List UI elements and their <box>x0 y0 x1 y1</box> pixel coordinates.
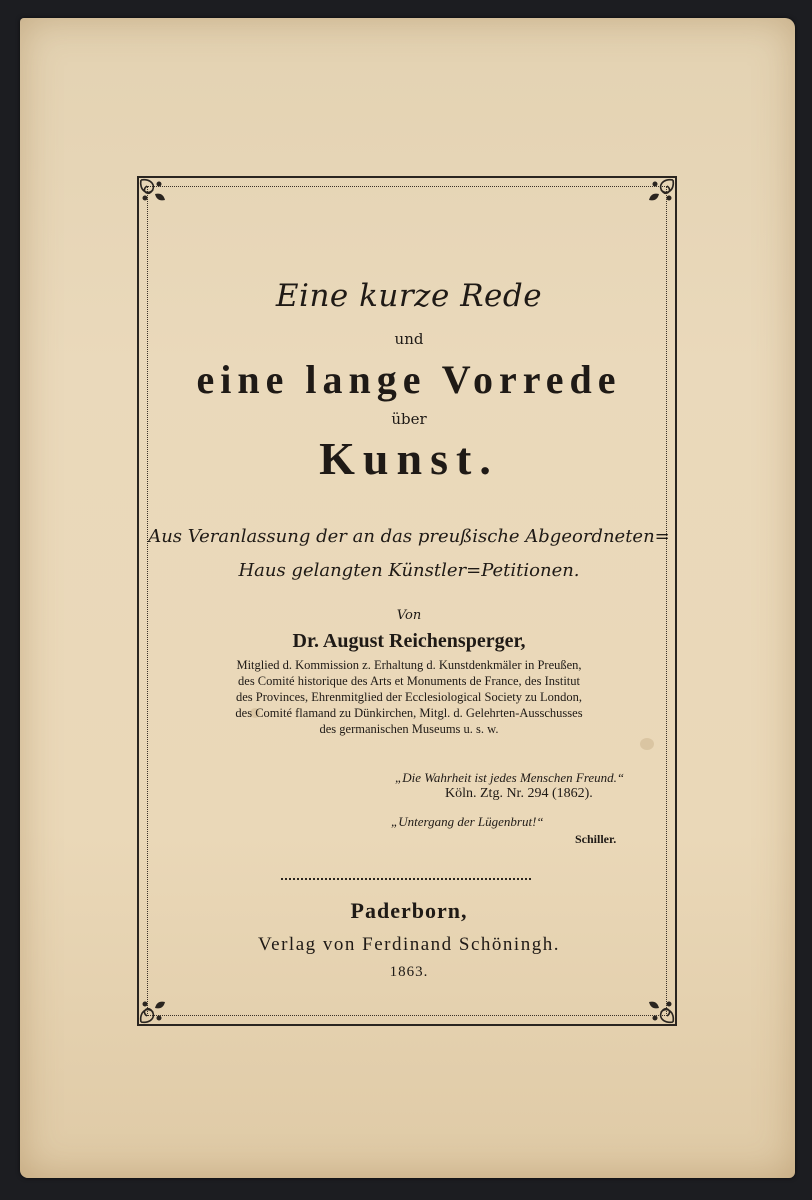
publication-year: 1863. <box>389 964 429 980</box>
affiliation-line: des Comité flamand zu Dünkirchen, Mitgl. d. Gelehrten-Ausschusses <box>235 706 583 720</box>
epigraph-quote-1: „Die Wahrheit ist jedes Menschen Freund.“ <box>395 770 625 785</box>
affiliation-line: des Comité historique des Arts et Monuments de France, des Institut <box>238 674 580 688</box>
affiliation-line: Mitglied d. Kommission z. Erhaltung d. Kunstdenkmäler in Preußen, <box>236 658 582 672</box>
title-connector-und: und <box>394 330 424 348</box>
epigraph-quote-2: „Untergang der Lügenbrut!“ <box>391 814 544 829</box>
title-line-3: eine lange Vorrede <box>196 357 622 402</box>
subtitle-line-2: Haus gelangten Künstler=Petitionen. <box>238 560 580 581</box>
divider-rule <box>281 878 531 880</box>
subtitle-line-1: Aus Veranlassung der an das preußische Abgeordneten= <box>148 526 670 547</box>
title-connector-ueber: über <box>391 410 427 428</box>
corner-ornament-icon <box>633 176 677 220</box>
epigraph-source-1: Köln. Ztg. Nr. 294 (1862). <box>445 786 593 801</box>
corner-ornament-icon <box>633 982 677 1026</box>
book-cover <box>20 18 795 1178</box>
title-line-1: Eine kurze Rede <box>275 278 543 314</box>
affiliation-line: des Provinces, Ehrenmitglied der Ecclesiological Society zu London, <box>235 690 583 704</box>
epigraph-source-2: Schiller. <box>575 832 617 846</box>
by-line: Von <box>396 608 422 623</box>
publication-place: Paderborn, <box>350 898 468 923</box>
ornamental-border <box>137 176 677 1026</box>
corner-ornament-icon <box>137 176 181 220</box>
publisher: Verlag von Ferdinand Schöningh. <box>258 934 560 955</box>
author-name: Dr. August Reichensperger, <box>292 630 526 652</box>
title-main-word: Kunst. <box>319 433 499 484</box>
corner-ornament-icon <box>137 982 181 1026</box>
affiliation-line: des germanischen Museums u. s. w. <box>319 722 499 736</box>
